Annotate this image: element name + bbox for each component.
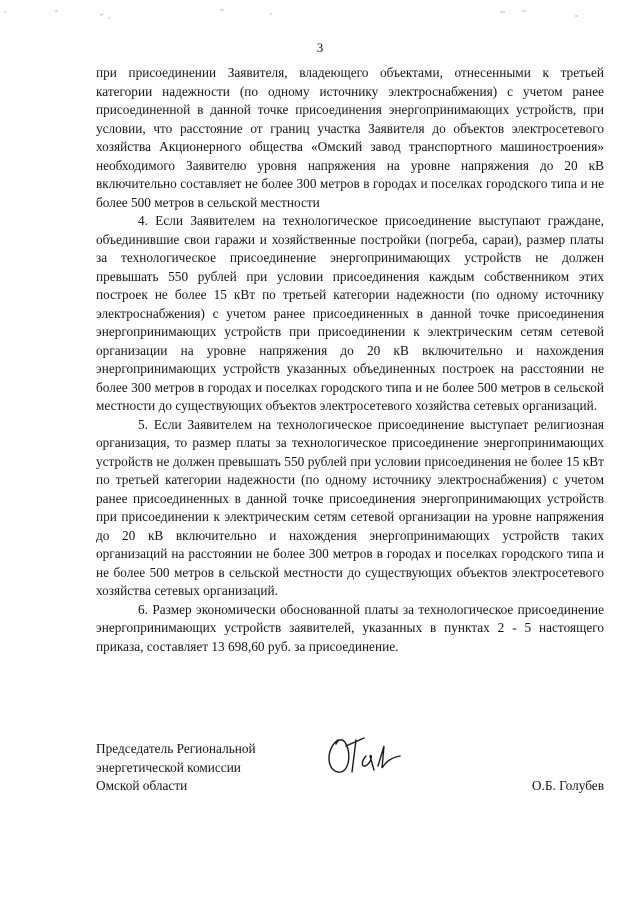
signatory-title-line: Председатель Региональной	[96, 741, 256, 756]
signatory-title	[96, 740, 256, 796]
signatory-name: О.Б. Голубев	[531, 778, 604, 793]
signatory-title-line: Омской области	[96, 778, 188, 793]
paragraph-item-6: 6. Размер экономически обоснованной платы за технологическое присоединение энергопринимающих устройств заявителей, указанных в пунктах 2 - 5 настоящего приказа, составляет 13 698,60 руб. за присоединение.	[96, 601, 604, 654]
paragraph-continuation: при присоединении Заявителя, владеющего объектами, отнесенными к третьей категории надежности (по одному источнику электроснабжения) с учетом ранее присоединенной в данной точке присоединения энергопринимающих устройств, при условии, что расстояние от границ участка Заявителя до объектов электросетевого хозяйства Акционерного общества «Омский завод транспортного машиностроения» необходимого Заявителю уровня напряжения на уровне напряжения до 20 кВ включительно составляет не более 300 метров в городах и поселках городского типа и не более 500 метров в сельской местности	[96, 65, 604, 210]
document-body	[96, 64, 604, 656]
paragraph-item-4: 4. Если Заявителем на технологическое присоединение выступают граждане, объединившие свои гаражи и хозяйственные постройки (погреба, сараи), размер платы за технологическое присоединение энергопринимающих устройств не должен превышать 550 рублей при условии присоединения каждым собственником этих построек не более 15 кВт по третьей категории надежности (по одному источнику электроснабжения) с учетом ранее присоединенных в данной точке присоединения энергопринимающих устройств при присоединении к электрическим сетям сетевой организации на уровне напряжения до 20 кВ включительно и нахождения энергопринимающих устройств указанных объединенных построек на расстоянии не более 300 метров в городах и поселках городского типа и не более 500 метров в сельской местности до существующих объектов электросетевого хозяйства сетевых организаций.	[96, 213, 604, 413]
paragraph-item-5: 5. Если Заявителем на технологическое присоединение выступает религиозная организация, то размер платы за технологическое присоединение энергопринимающих устройств не должен превышать 550 рублей при условии присоединения не более 15 кВт по третьей категории надежности (по одному источнику электроснабжения) с учетом ранее присоединенных в данной точке присоединения энергопринимающих устройств при присоединении к электрическим сетям сетевой организации на уровне напряжения до 20 кВ включительно и нахождения энергопринимающих устройств таких организаций на расстоянии не более 300 метров в городах и поселках городского типа и не более 500 метров в сельской местности до существующих объектов электросетевого хозяйства сетевых организаций.	[96, 416, 604, 598]
handwritten-signature	[316, 726, 406, 782]
signature-block	[96, 740, 604, 800]
scan-artifacts	[0, 0, 640, 30]
signatory-title-line: энергетической комиссии	[96, 759, 241, 775]
page-number: 3	[316, 40, 324, 55]
